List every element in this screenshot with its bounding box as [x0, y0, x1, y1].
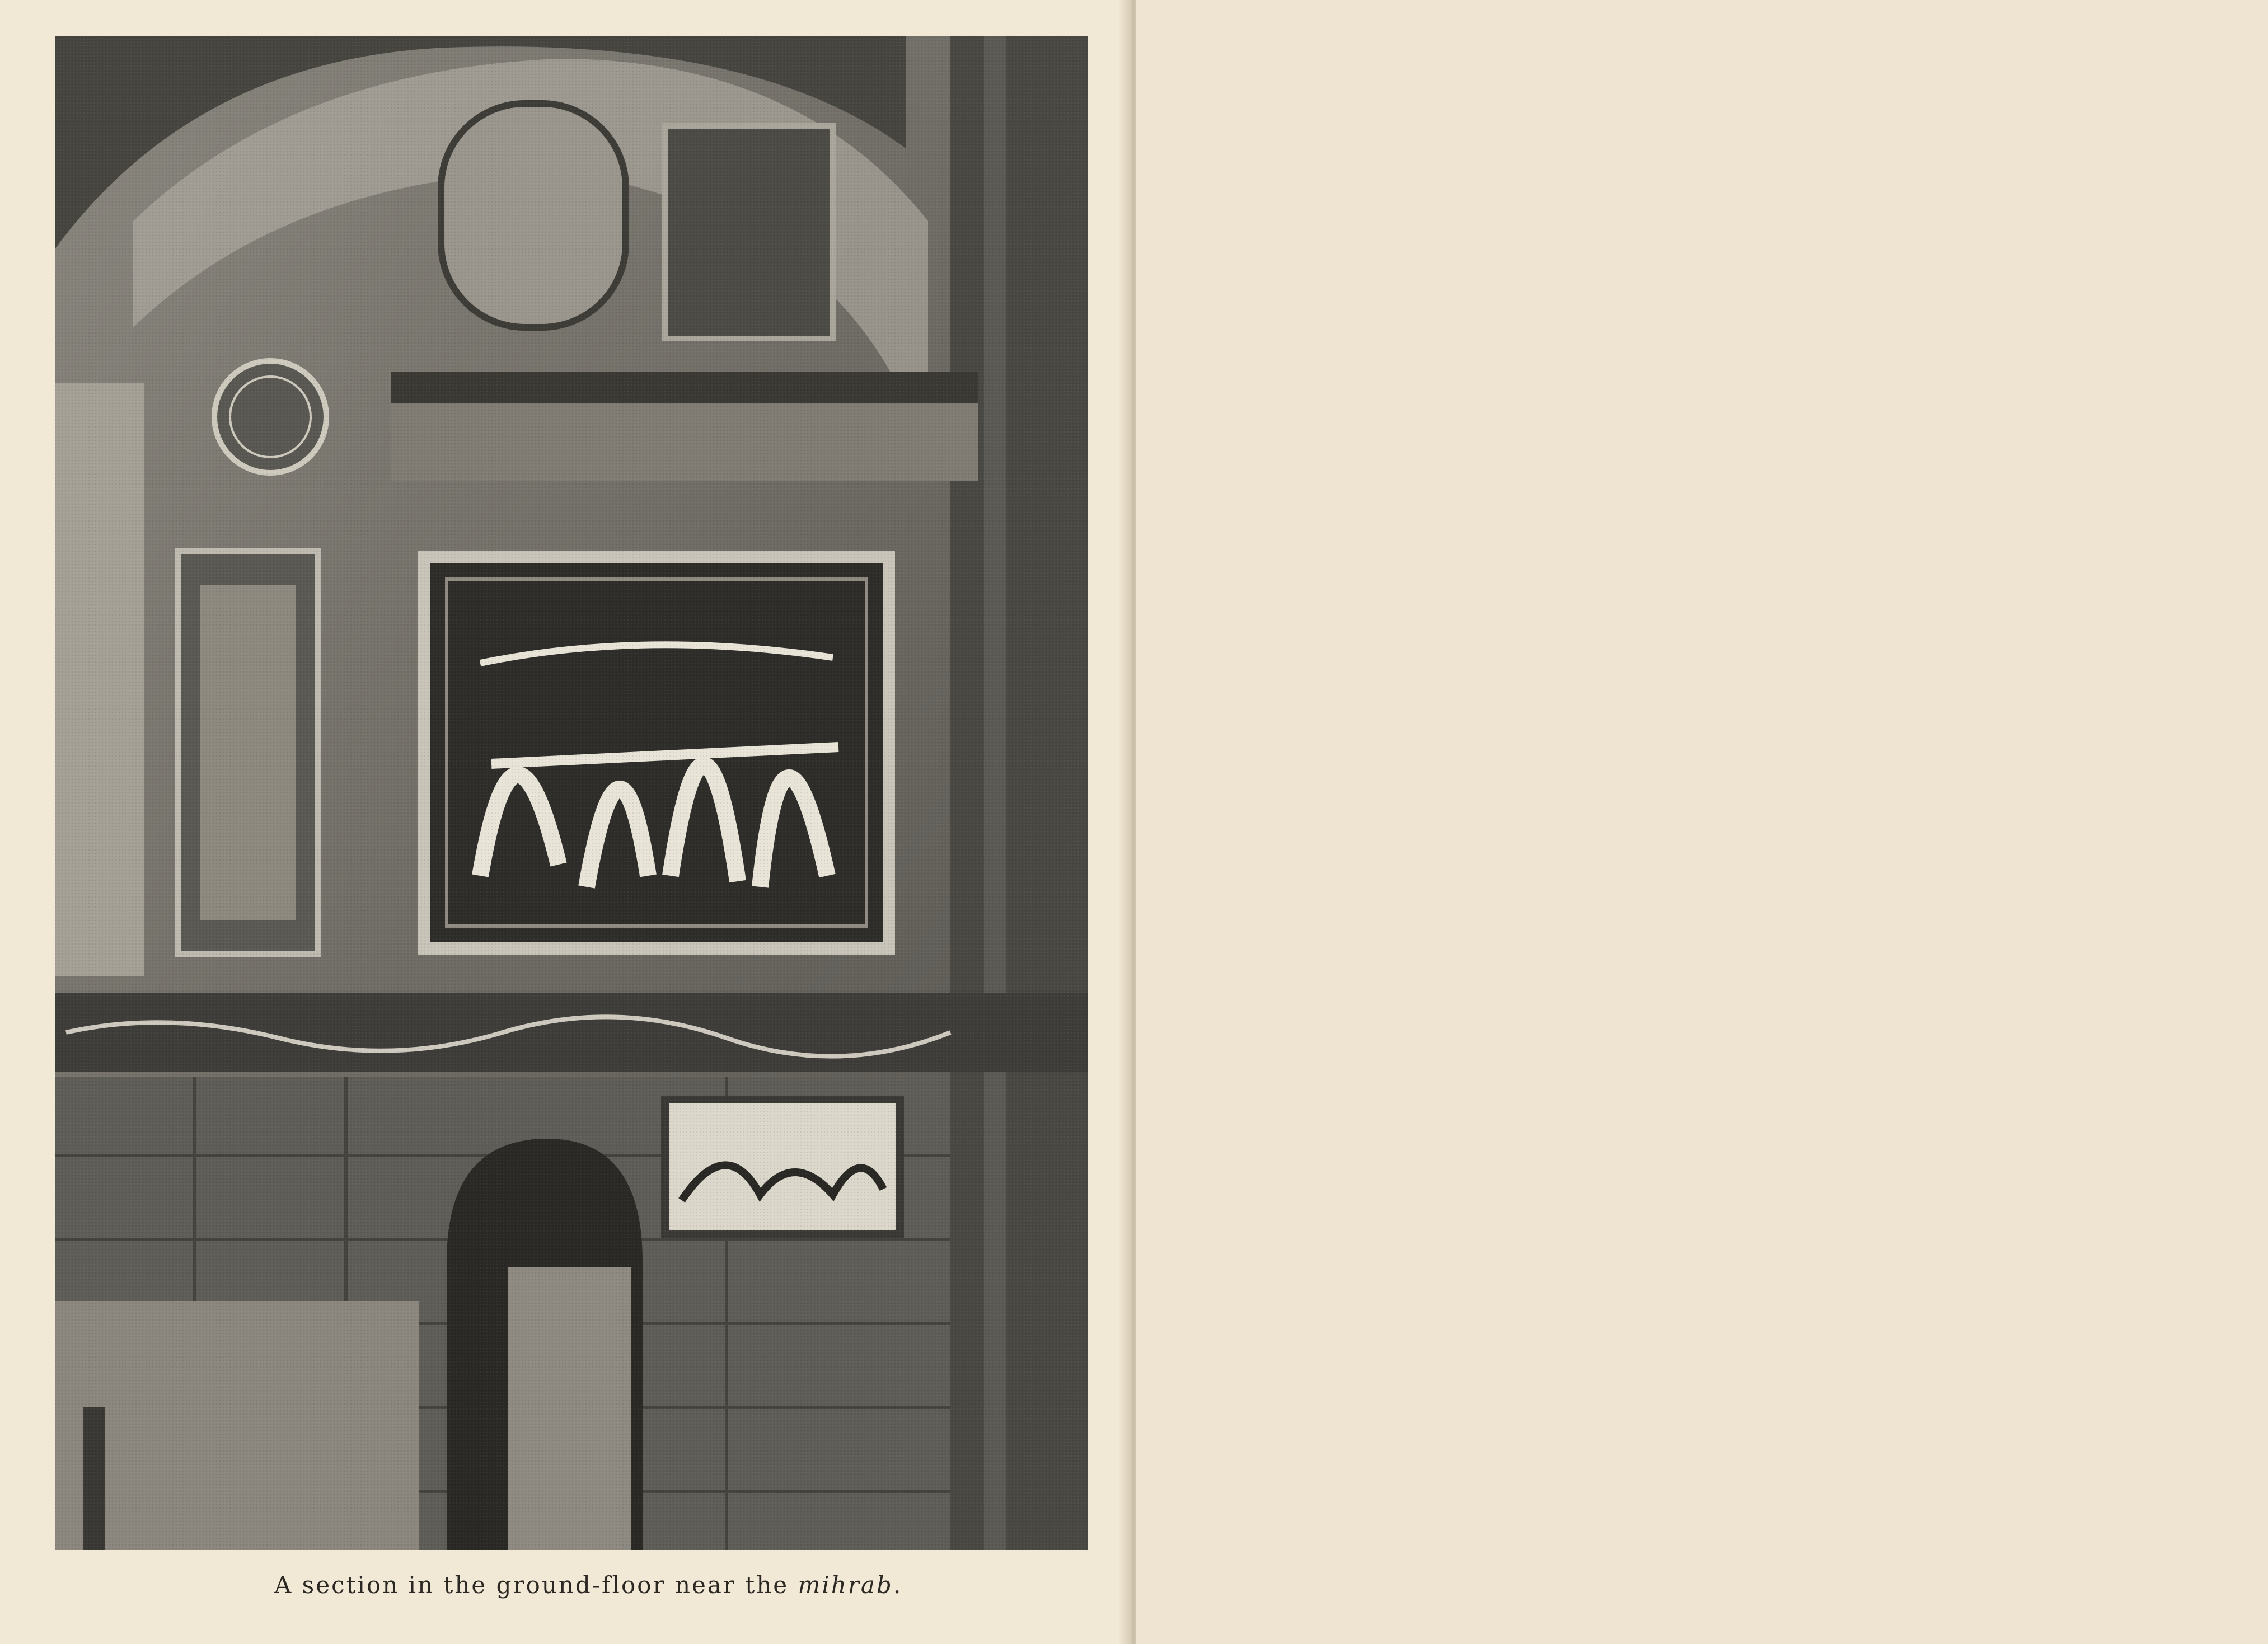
- left-page: [0, 0, 1128, 1644]
- left-caption-end: .: [893, 1571, 903, 1599]
- left-caption-text: A section in the ground-floor near the: [274, 1571, 798, 1599]
- right-page: [1136, 0, 2268, 1644]
- left-photo-caption: [274, 1571, 902, 1599]
- mihrab-section-photo: [55, 36, 1088, 1550]
- mihrab-section-photo-drawing: [55, 36, 1088, 1550]
- left-caption-emphasis: mihrab: [798, 1571, 893, 1599]
